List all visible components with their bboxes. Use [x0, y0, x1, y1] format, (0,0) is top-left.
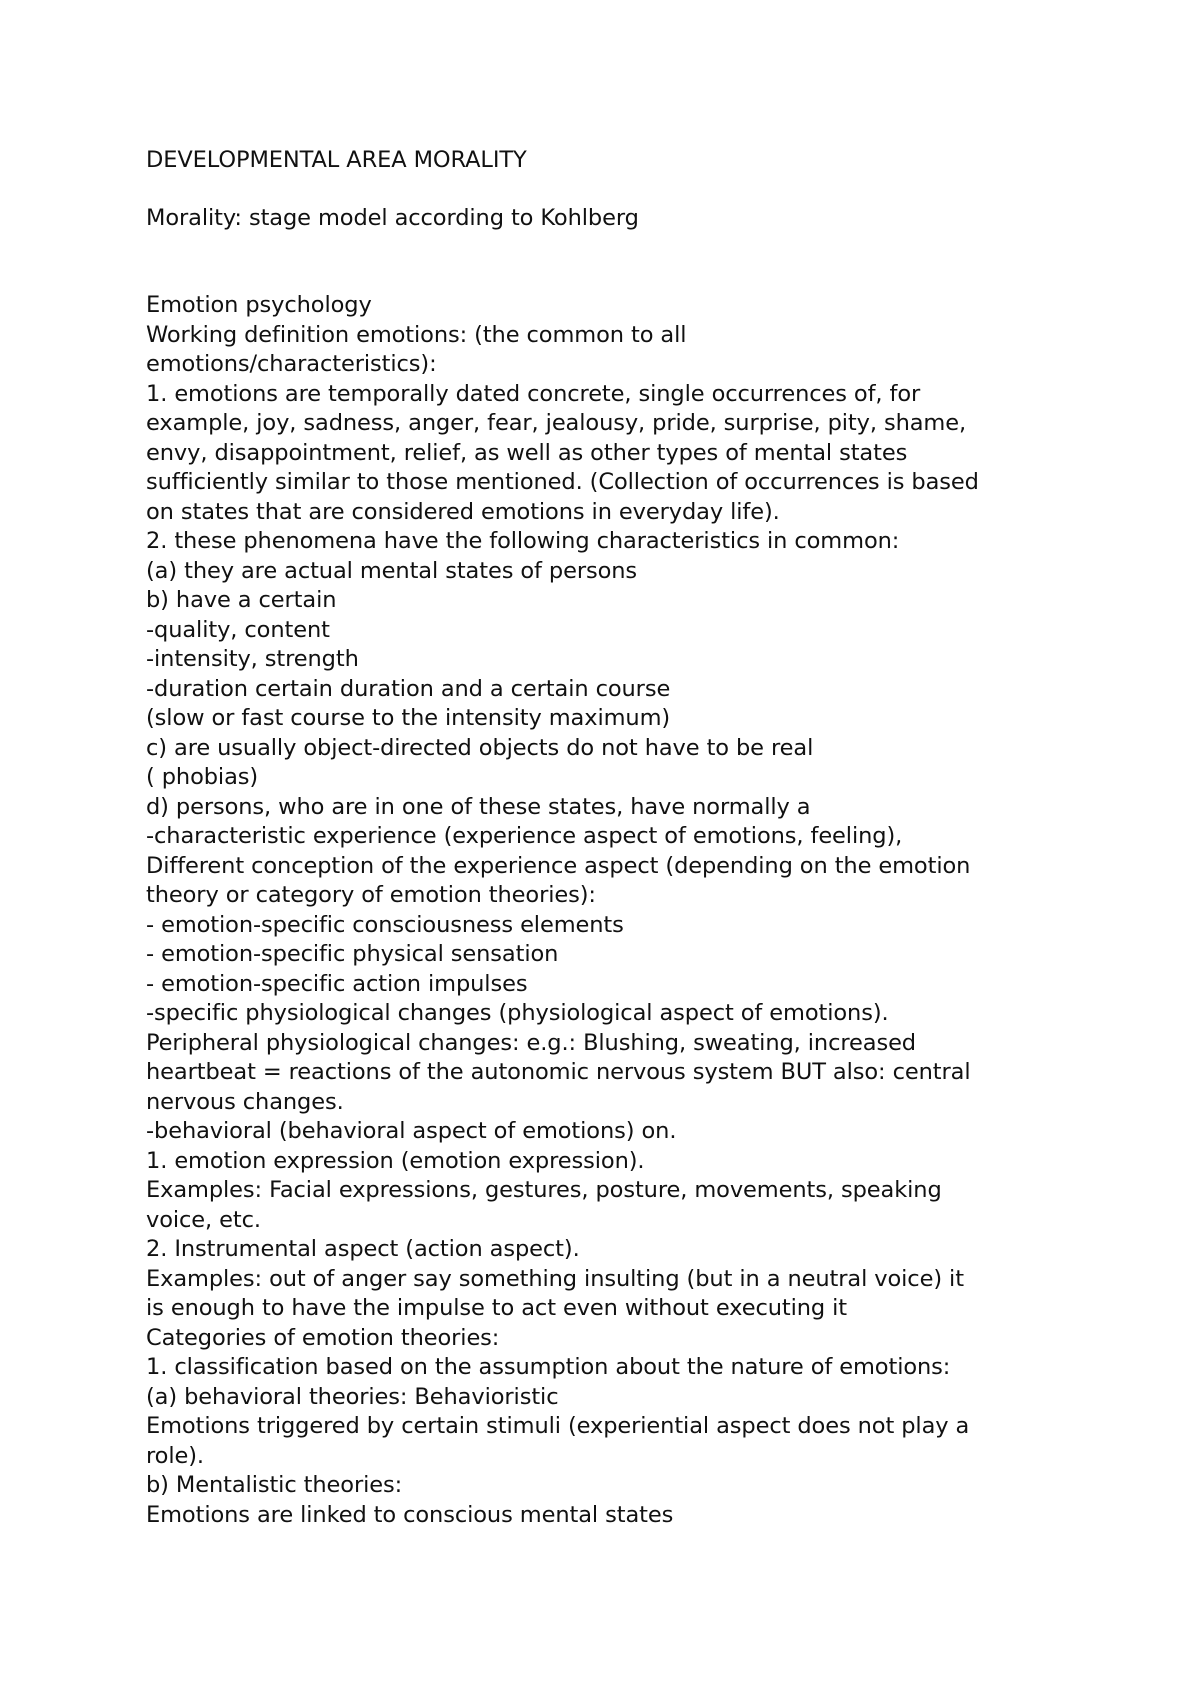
text-line: envy, disappointment, relief, as well as other types of mental states	[146, 439, 908, 466]
text-line: (slow or fast course to the intensity maximum)	[146, 705, 671, 731]
text-line: 2. these phenomena have the following characteristics in common:	[146, 528, 900, 554]
text-line: 2. Instrumental aspect (action aspect).	[146, 1236, 580, 1262]
text-line: heartbeat = reactions of the autonomic nervous system BUT also: central	[146, 1059, 971, 1085]
text-line: d) persons, who are in one of these states, have normally a	[146, 793, 811, 820]
text-line: - emotion-specific consciousness elements	[146, 911, 624, 938]
text-line: 1. emotions are temporally dated concrete, single occurrences of, for	[146, 380, 921, 407]
text-line: Examples: Facial expressions, gestures, posture, movements, speaking	[146, 1177, 942, 1203]
text-line: c) are usually object-directed objects do not have to be real	[146, 734, 814, 761]
document-body	[146, 291, 979, 1530]
text-line: -characteristic experience (experience aspect of emotions, feeling),	[146, 823, 903, 849]
text-line: Different conception of the experience aspect (depending on the emotion	[146, 852, 971, 879]
document-subtitle: Morality: stage model according to Kohlberg	[146, 205, 639, 231]
text-line: -quality, content	[146, 616, 330, 643]
document-title: DEVELOPMENTAL AREA MORALITY	[146, 147, 527, 173]
text-line: on states that are considered emotions in everyday life).	[146, 498, 780, 525]
text-line: (a) behavioral theories: Behavioristic	[146, 1383, 559, 1410]
text-line: Examples: out of anger say something insulting (but in a neutral voice) it	[146, 1265, 964, 1292]
text-line: -intensity, strength	[146, 646, 359, 672]
text-line: role).	[146, 1442, 204, 1469]
text-line: Working definition emotions: (the common to all	[146, 321, 687, 348]
text-line: voice, etc.	[146, 1206, 261, 1233]
text-line: Peripheral physiological changes: e.g.: Blushing, sweating, increased	[146, 1029, 916, 1056]
text-line: theory or category of emotion theories):	[146, 882, 596, 908]
text-line: -duration certain duration and a certain course	[146, 675, 671, 702]
text-line: -behavioral (behavioral aspect of emotions) on.	[146, 1118, 677, 1144]
text-line: (a) they are actual mental states of persons	[146, 557, 638, 584]
text-line: ( phobias)	[146, 764, 259, 790]
text-line: - emotion-specific action impulses	[146, 970, 528, 997]
text-line: 1. emotion expression (emotion expression).	[146, 1147, 645, 1174]
text-line: - emotion-specific physical sensation	[146, 941, 559, 967]
text-line: Emotion psychology	[146, 292, 372, 318]
text-line: example, joy, sadness, anger, fear, jealousy, pride, surprise, pity, shame,	[146, 410, 967, 436]
text-line: is enough to have the impulse to act even without executing it	[146, 1295, 848, 1321]
text-line: b) Mentalistic theories:	[146, 1472, 403, 1498]
text-line: Categories of emotion theories:	[146, 1324, 500, 1351]
text-line: Emotions triggered by certain stimuli (experiential aspect does not play a	[146, 1413, 970, 1439]
text-line: sufficiently similar to those mentioned. (Collection of occurrences is based	[146, 469, 979, 495]
text-line: -specific physiological changes (physiological aspect of emotions).	[146, 1000, 889, 1026]
text-line: Emotions are linked to conscious mental states	[146, 1501, 674, 1528]
text-line: b) have a certain	[146, 587, 337, 613]
text-line: nervous changes.	[146, 1088, 344, 1115]
text-line: 1. classification based on the assumption about the nature of emotions:	[146, 1354, 951, 1380]
text-line: emotions/characteristics):	[146, 351, 437, 377]
